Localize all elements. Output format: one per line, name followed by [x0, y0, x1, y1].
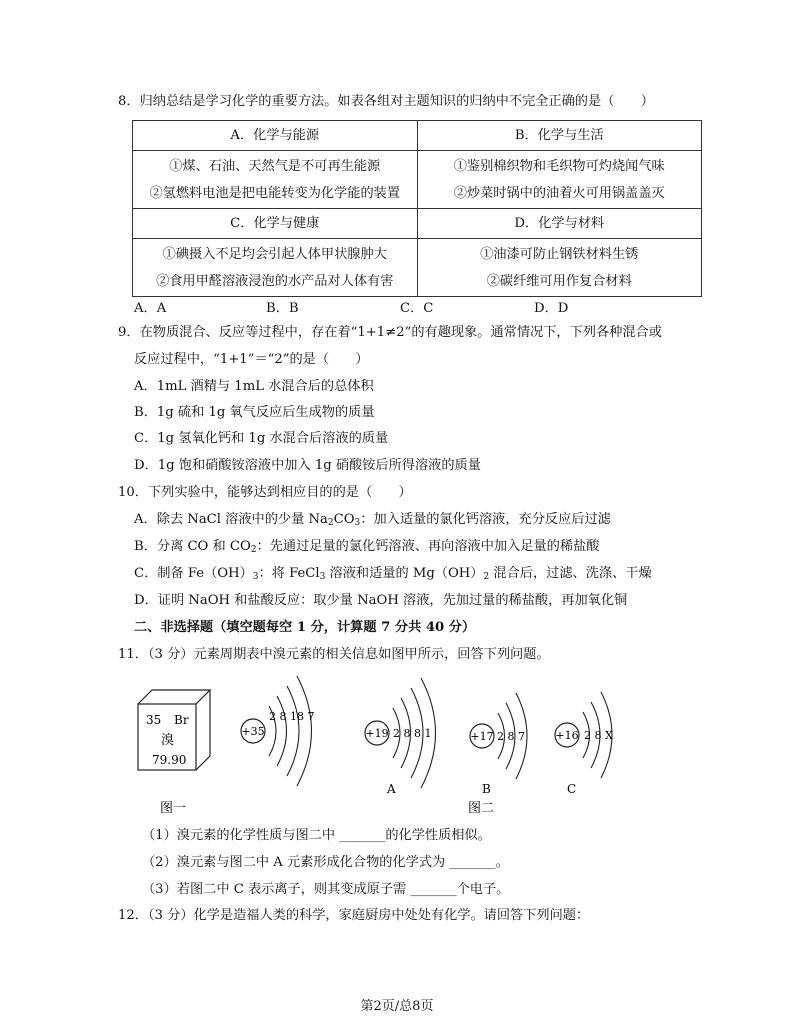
br-atom-diagram — [241, 676, 314, 786]
q11-sub-1: （1）溴元素的化学性质与图二中 _______的化学性质相似。 — [142, 828, 491, 843]
q8-option-d[interactable]: D．D — [534, 301, 569, 316]
cell-a-item-2: ②氢燃料电池是把电能转变为化学能的装置 — [149, 185, 401, 201]
q12-stem: 12．（3 分）化学是造福人类的科学，家庭厨房中处处有化学。请回答下列问题： — [118, 908, 590, 923]
cell-c-items — [133, 239, 418, 297]
q10-option-b-text-2: ：先通过足量的氯化钙溶液、再向溶液中加入足量的稀盐酸 — [256, 539, 600, 554]
q9-option-b[interactable]: B．1g 硫和 1g 氧气反应后生成物的质量 — [134, 405, 375, 420]
q9-stem-line1: 9．在物质混合、反应等过程中，存在着“1+1≠2”的有趣现象。通常情况下，下列各种混合或 — [118, 325, 662, 340]
atom-c-label: C — [567, 782, 577, 796]
q10-stem: 10．下列实验中，能够达到相应目的的是（ ） — [118, 485, 412, 500]
atom-c-diagram — [555, 692, 613, 796]
q11-figure — [0, 660, 794, 820]
q8-option-a[interactable]: A．A — [134, 301, 167, 316]
cell-element-name: 溴 — [161, 733, 175, 748]
q10-option-b-sub-1: 2 — [250, 545, 257, 555]
q11-sub-3: （3）若图二中 C 表示离子，则其变成原子需 _______个电子。 — [142, 882, 510, 897]
cell-b-items — [417, 151, 702, 209]
figure-1-label: 图一 — [160, 801, 187, 816]
cell-a-items — [133, 151, 418, 209]
q9-option-c[interactable]: C．1g 氢氧化钙和 1g 水混合后溶液的质量 — [134, 431, 389, 446]
q10-option-c-text-2: ：将 FeCl — [258, 566, 320, 581]
atom-c-nucleus-charge: +16 — [555, 729, 579, 742]
atom-b-label: B — [482, 782, 491, 796]
q8-option-c[interactable]: C．C — [400, 301, 434, 316]
cell-d-title: D．化学与材料 — [417, 209, 702, 239]
atom-b-nucleus-charge: +17 — [470, 730, 494, 743]
br-electron-config: 2 8 18 7 — [269, 710, 315, 723]
atom-b-electron-config: 2 8 7 — [497, 730, 525, 743]
cell-atomic-mass: 79.90 — [152, 753, 187, 767]
q11-stem: 11．（3 分）元素周期表中溴元素的相关信息如图甲所示，回答下列问题。 — [118, 647, 550, 662]
q10-option-c-sub-2: 3 — [319, 572, 326, 582]
q10-option-a-text-2: CO — [333, 512, 355, 527]
periodic-cell-br — [138, 690, 210, 770]
cell-d-item-2: ②碳纤维可用作复合材料 — [486, 273, 632, 289]
q10-option-a-sub-2: 3 — [354, 518, 361, 528]
q10-option-b[interactable] — [134, 538, 599, 556]
atom-a-label: A — [387, 782, 396, 796]
q9-option-d[interactable]: D．1g 饱和硝酸铵溶液中加入 1g 硝酸铵后所得溶液的质量 — [134, 458, 481, 473]
q10-option-c-text-4: 混合后，过滤、洗涤、干燥 — [489, 566, 652, 581]
q10-option-c-sub-1: 3 — [252, 572, 259, 582]
cell-a-title: A．化学与能源 — [133, 121, 418, 151]
cell-b-item-1: ①鉴别棉织物和毛织物可灼烧闻气味 — [453, 158, 665, 174]
q10-option-c-text-1: C．制备 Fe（OH） — [134, 566, 253, 581]
q9-stem-line2: 反应过程中，“1+1”＝“2”的是（ ） — [134, 352, 369, 367]
q10-option-c-sub-3: 2 — [483, 572, 490, 582]
cell-a-item-1: ①煤、石油、天然气是不可再生能源 — [169, 158, 381, 174]
q10-option-a-sub-1: 2 — [327, 518, 334, 528]
atom-c-electron-config: 2 8 X — [584, 729, 613, 742]
q10-option-c[interactable] — [134, 565, 652, 583]
cell-atomic-number: 35 — [146, 713, 162, 727]
cell-c-title: C．化学与健康 — [133, 209, 418, 239]
q9-option-a[interactable]: A．1mL 酒精与 1mL 水混合后的总体积 — [134, 379, 374, 394]
page-number-footer: 第2页/总8页 — [360, 999, 434, 1014]
q10-option-d[interactable]: D．证明 NaOH 和盐酸反应：取少量 NaOH 溶液，先加过量的稀盐酸，再加氧化铜 — [134, 593, 628, 608]
q8-option-b[interactable]: B．B — [266, 301, 299, 316]
cell-b-item-2: ②炒菜时锅中的油着火可用锅盖盖灭 — [453, 185, 665, 201]
cell-d-items — [417, 239, 702, 297]
section-2-heading: 二、非选择题（填空题每空 1 分，计算题 7 分共 40 分） — [134, 620, 476, 635]
q11-sub-2: （2）溴元素与图二中 A 元素形成化合物的化学式为 _______。 — [142, 855, 509, 870]
atom-a-diagram — [365, 678, 436, 796]
q10-option-a-text-1: A．除去 NaCl 溶液中的少量 Na — [134, 512, 328, 527]
figure-2-label: 图二 — [468, 801, 495, 816]
cell-b-title: B．化学与生活 — [417, 121, 702, 151]
q10-option-b-text-1: B．分离 CO 和 CO — [134, 539, 251, 554]
knowledge-table — [132, 120, 702, 297]
cell-d-item-1: ①油漆可防止钢铁材料生锈 — [480, 246, 639, 262]
cell-symbol: Br — [174, 713, 189, 727]
cell-c-item-2: ②食用甲醛溶液浸泡的水产品对人体有害 — [156, 273, 394, 289]
br-nucleus-charge: +35 — [241, 725, 265, 738]
atom-b-diagram — [470, 693, 527, 796]
atom-a-nucleus-charge: +19 — [365, 727, 389, 740]
q8-stem: 8．归纳总结是学习化学的重要方法。如表各组对主题知识的归纳中不完全正确的是（ ） — [118, 94, 654, 109]
atom-a-electron-config: 2 8 8 1 — [393, 727, 432, 740]
cell-c-item-1: ①碘摄入不足均会引起人体甲状腺肿大 — [162, 246, 387, 262]
q10-option-a-text-3: ：加入适量的氯化钙溶液，充分反应后过滤 — [360, 512, 611, 527]
q10-option-a[interactable] — [134, 511, 611, 529]
q10-option-c-text-3: 溶液和适量的 Mg（OH） — [325, 566, 484, 581]
